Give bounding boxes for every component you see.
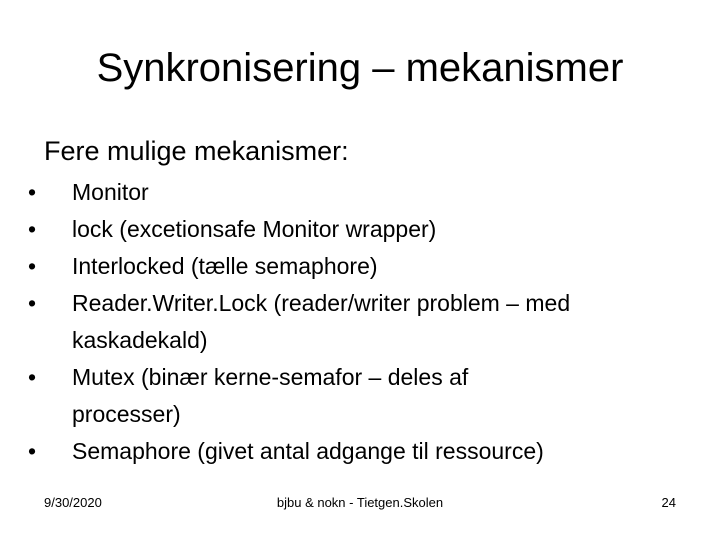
list-item — [26, 211, 686, 248]
list-item — [26, 285, 686, 359]
list-item-text: Interlocked (tælle semaphore) — [72, 253, 378, 279]
slide-title: Synkronisering – mekanismer — [96, 46, 624, 90]
list-item — [26, 433, 686, 470]
page-number: 24 — [661, 495, 676, 510]
list-item — [26, 248, 686, 285]
bullet-list — [26, 174, 686, 470]
list-item-text-continued: kaskadekald) — [72, 327, 208, 353]
bullet-icon: • — [27, 438, 37, 464]
list-item — [26, 359, 686, 433]
footer-author: bjbu & nokn - Tietgen.Skolen — [276, 495, 444, 510]
list-item-text: lock (excetionsafe Monitor wrapper) — [72, 216, 437, 242]
list-item-text: Reader.Writer.Lock (reader/writer problem – med — [72, 290, 571, 316]
intro-text: Fere mulige mekanismer: — [44, 136, 349, 166]
bullet-icon: • — [27, 364, 37, 390]
bullet-icon: • — [27, 253, 37, 279]
list-item-text: Monitor — [72, 179, 149, 205]
list-item-text: Semaphore (givet antal adgange til ressource) — [72, 438, 544, 464]
bullet-icon: • — [27, 179, 37, 205]
bullet-icon: • — [27, 290, 37, 316]
list-item — [26, 174, 686, 211]
footer-date: 9/30/2020 — [44, 495, 102, 510]
list-item-text: Mutex (binær kerne-semafor – deles af — [72, 364, 469, 390]
bullet-icon: • — [27, 216, 37, 242]
list-item-text-continued: processer) — [72, 401, 181, 427]
